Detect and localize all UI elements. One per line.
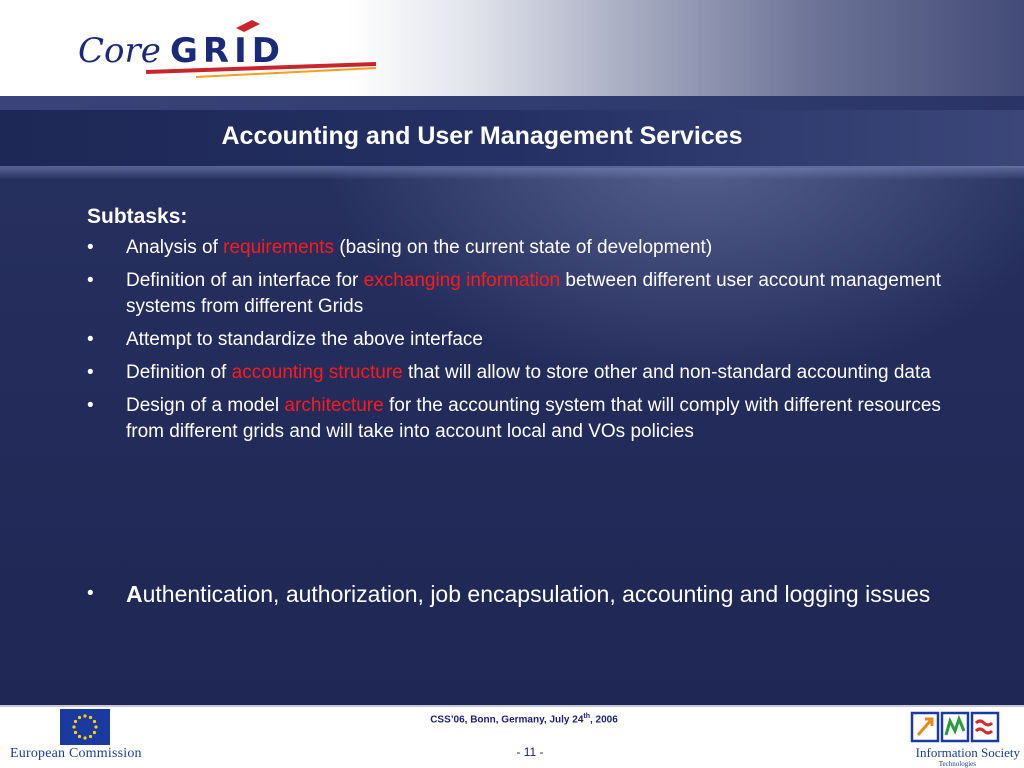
ist-logo-icon (910, 709, 1000, 745)
eu-flag-icon (60, 709, 110, 745)
highlight-text: requirements (223, 237, 335, 258)
bullet-glyph: • (87, 329, 94, 350)
list-item: • Authentication, authorization, job encapsulation, accounting and logging issues (87, 578, 947, 610)
page-number: - 11 - (516, 745, 544, 759)
list-item: • Definition of accounting structure that will allow to store other and non-standard accounting data (87, 360, 947, 386)
bold-initial: A (126, 581, 143, 607)
logo-text-core: Core (78, 31, 161, 71)
list-item: • Attempt to standardize the above interface (87, 327, 947, 353)
highlight-text: exchanging information (363, 270, 561, 291)
subtasks-list (87, 235, 947, 445)
bullet-glyph: • (87, 237, 94, 258)
footer-divider (0, 705, 1024, 707)
slide-title: Accounting and User Management Services (221, 122, 743, 150)
conference-info: CSS’06, Bonn, Germany, July 24th, 2006 (430, 713, 618, 726)
title-stripe (0, 166, 1024, 180)
eu-label: European Commission (10, 746, 142, 761)
ist-sublabel: Technologies (938, 760, 976, 768)
list-item: • Analysis of requirements (basing on the current state of development) (87, 235, 947, 261)
list-item: • Design of a model architecture for the accounting system that will comply with different resources from different grids and will take into account local and VOs policies (87, 395, 941, 442)
ist-label: Information Society (915, 745, 1020, 760)
bullet-glyph: • (87, 270, 94, 291)
header-line (0, 96, 1024, 110)
bullet-glyph: • (87, 583, 94, 604)
bullet-glyph: • (87, 362, 94, 383)
footer (0, 705, 1024, 768)
list-item: • Definition of an interface for exchanging information between different user account management systems from different Grids (87, 270, 942, 317)
logo-text-grid: GRID (170, 31, 285, 71)
final-bullet-list (87, 578, 947, 617)
bullet-glyph: • (87, 395, 94, 416)
slide-content (87, 205, 947, 452)
highlight-text: architecture (284, 395, 384, 416)
subtasks-heading: Subtasks: (87, 205, 188, 228)
coregrid-logo (76, 18, 386, 84)
highlight-text: accounting structure (231, 362, 403, 383)
